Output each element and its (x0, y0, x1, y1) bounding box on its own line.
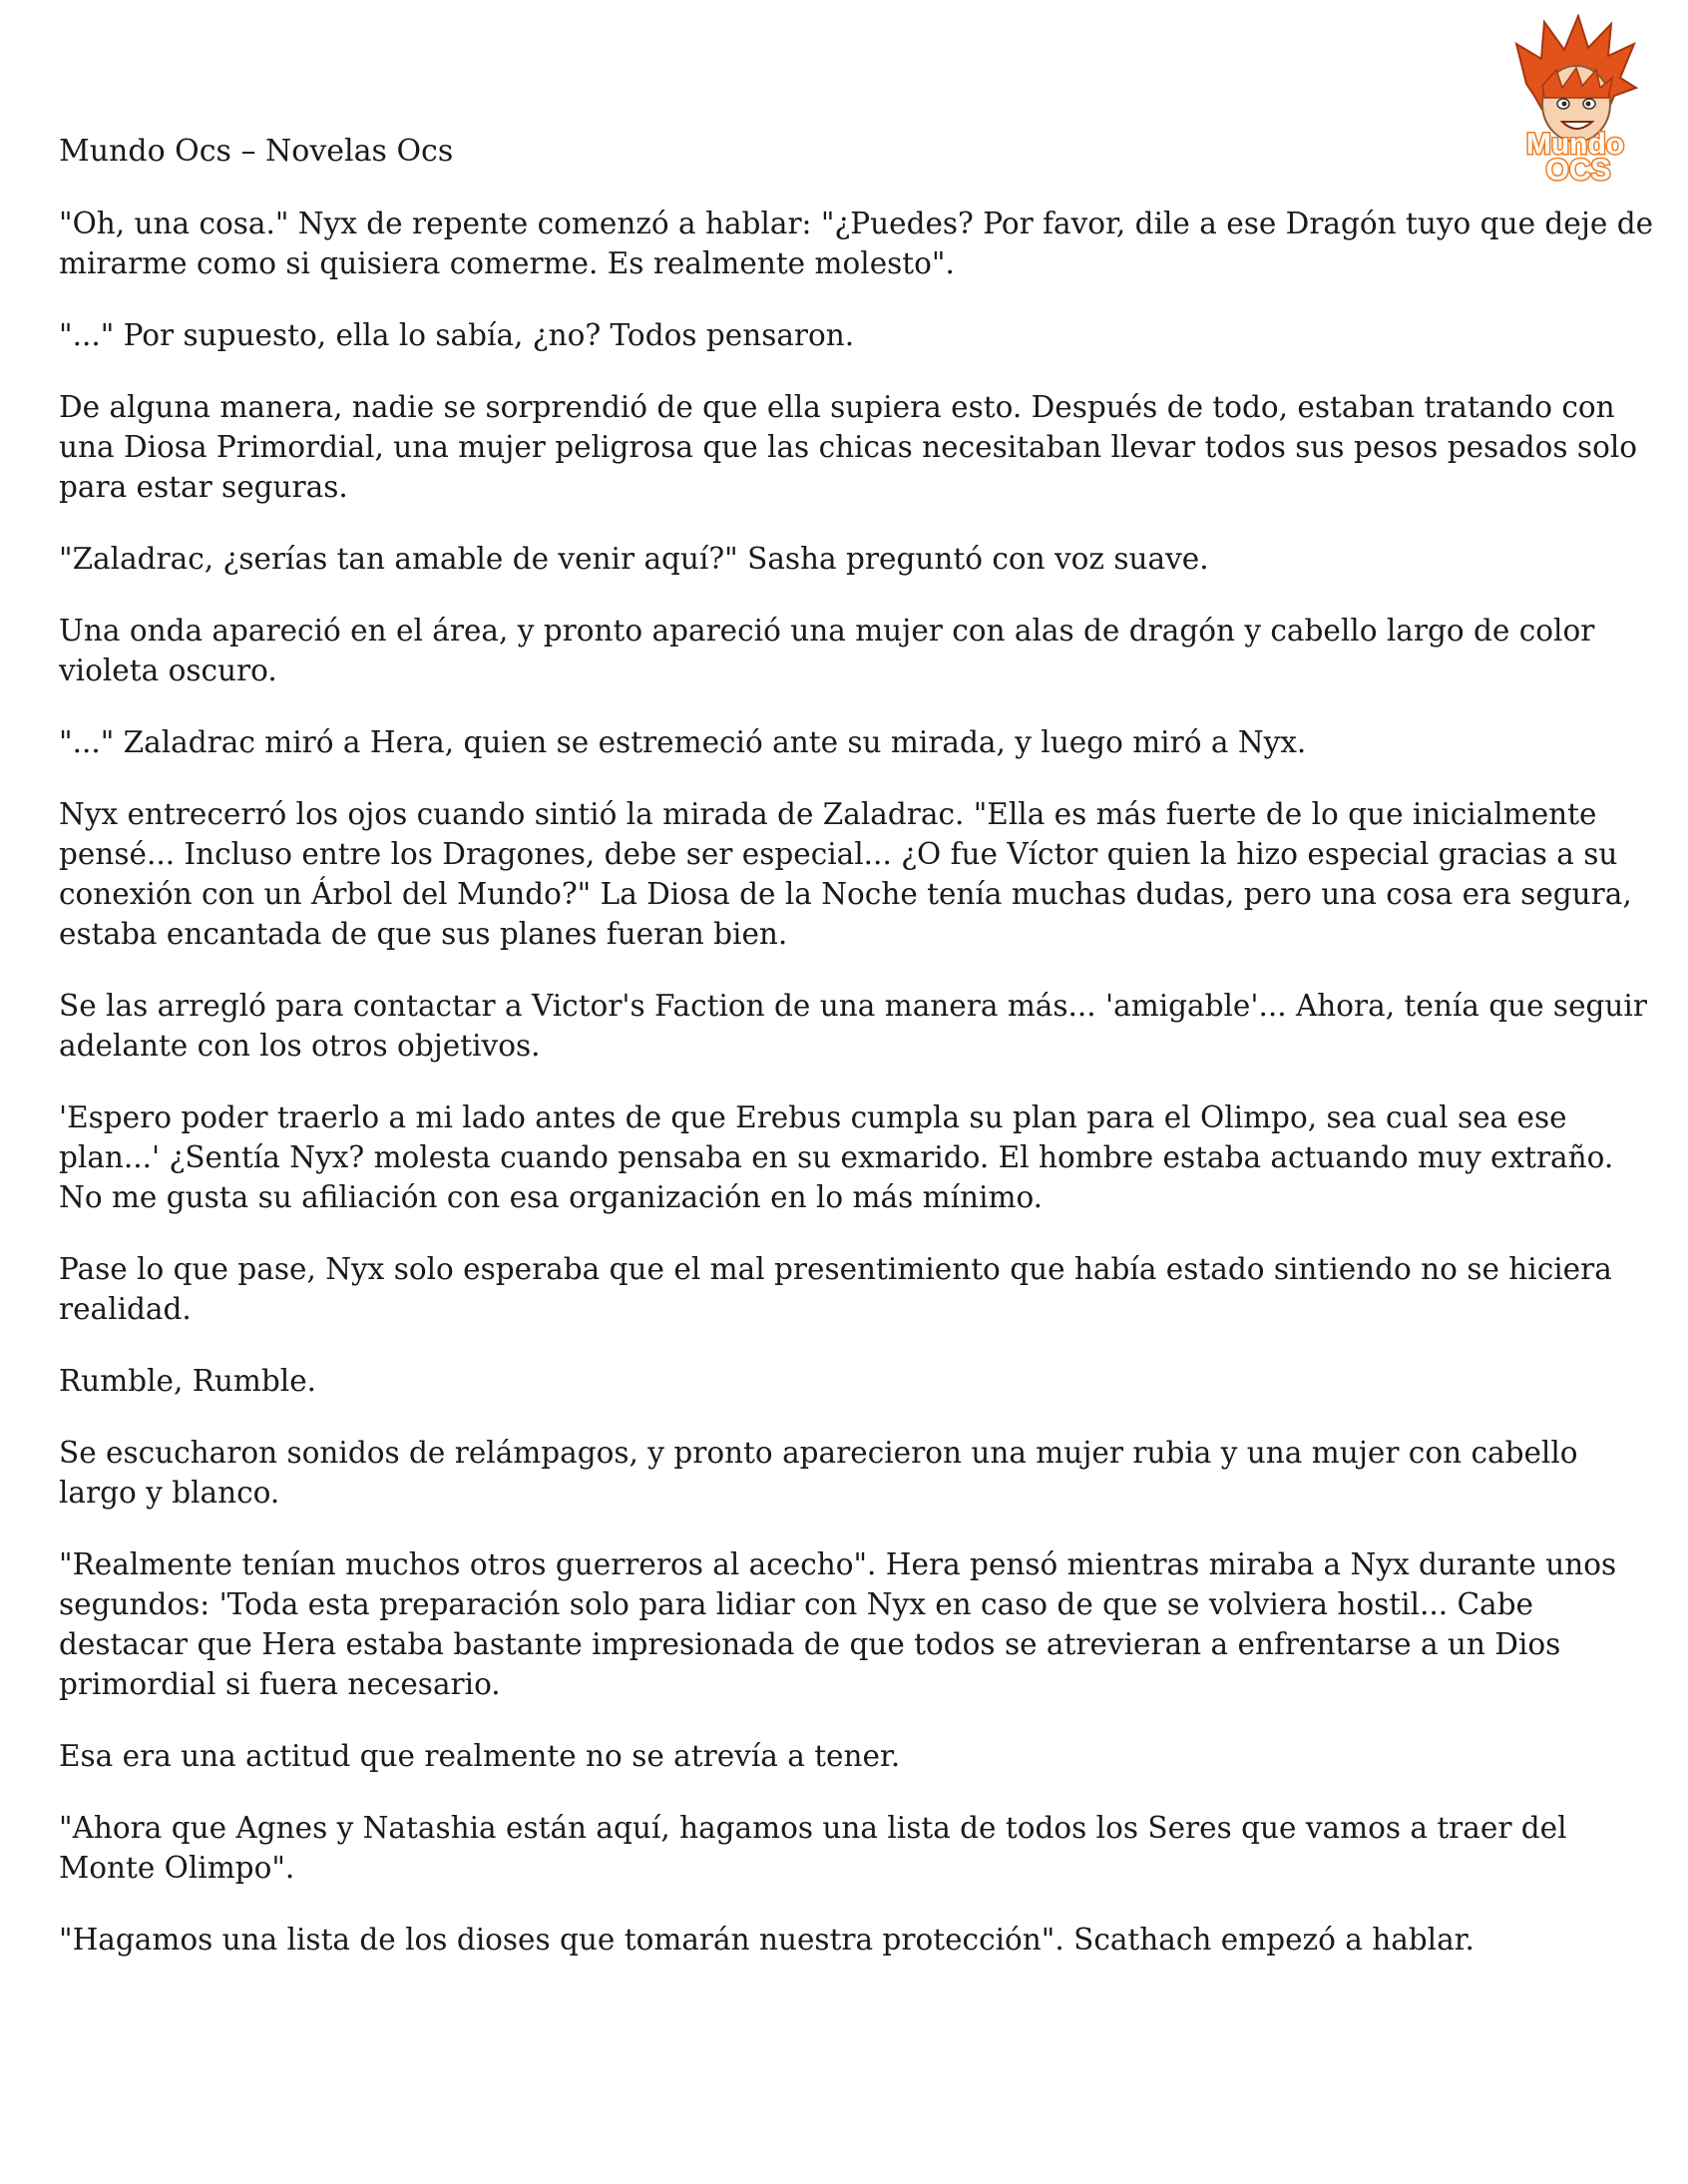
paragraph: "Realmente tenían muchos otros guerreros al acecho". Hera pensó mientras miraba a Nyx durante unos segundos: 'Toda esta preparación solo para lidiar con Nyx en caso de que se volviera hostil... Cabe destacar que Hera estaba bastante impresionada de que todos se atrevieran a enfrentarse a un Dios primordial si fuera necesario. (59, 1547, 1617, 1701)
paragraph: "..." Zaladrac miró a Hera, quien se estremeció ante su mirada, y luego miró a Nyx. (59, 725, 1307, 759)
paragraph: "Oh, una cosa." Nyx de repente comenzó a hablar: "¿Puedes? Por favor, dile a ese Dragón tuyo que deje de mirarme como si quisiera comerme. Es realmente molesto". (59, 207, 1654, 280)
paragraph: "Zaladrac, ¿serías tan amable de venir aquí?" Sasha preguntó con voz suave. (59, 542, 1209, 576)
paragraph: 'Espero poder traerlo a mi lado antes de que Erebus cumpla su plan para el Olimpo, sea cual sea ese plan...' ¿Sentía Nyx? molesta cuando pensaba en su exmarido. El hombre estaba actuando muy extraño. No me gusta su afiliación con esa organización en lo más mínimo. (59, 1100, 1614, 1214)
document-body (59, 204, 1655, 1991)
paragraph: "Ahora que Agnes y Natashia están aquí, hagamos una lista de todos los Seres que vamos a traer del Monte Olimpo". (59, 1811, 1567, 1885)
paragraph: "..." Por supuesto, ella lo sabía, ¿no? Todos pensaron. (59, 318, 855, 352)
paragraph: Rumble, Rumble. (59, 1364, 317, 1398)
paragraph: Se las arregló para contactar a Victor's Faction de una manera más... 'amigable'... Ahora, tenía que seguir adelante con los otros objetivos. (59, 989, 1647, 1063)
page-header: Mundo Ocs – Novelas Ocs (59, 134, 454, 169)
paragraph: Esa era una actitud que realmente no se atrevía a tener. (59, 1739, 901, 1773)
paragraph: Una onda apareció en el área, y pronto apareció una mujer con alas de dragón y cabello largo de color violeta oscuro. (59, 614, 1595, 687)
paragraph: De alguna manera, nadie se sorprendió de que ella supiera esto. Después de todo, estaban tratando con una Diosa Primordial, una mujer peligrosa que las chicas necesitaban llevar todos sus pesos pesados solo para estar seguras. (59, 390, 1638, 504)
paragraph: "Hagamos una lista de los dioses que tomarán nuestra protección". Scathach empezó a hablar. (59, 1923, 1475, 1957)
mundo-ocs-logo (1496, 14, 1654, 184)
paragraph: Se escucharon sonidos de relámpagos, y pronto aparecieron una mujer rubia y una mujer con cabello largo y blanco. (59, 1436, 1578, 1510)
paragraph: Pase lo que pase, Nyx solo esperaba que el mal presentimiento que había estado sintiendo no se hiciera realidad. (59, 1252, 1612, 1326)
paragraph: Nyx entrecerró los ojos cuando sintió la mirada de Zaladrac. "Ella es más fuerte de lo que inicialmente pensé... Incluso entre los Dragones, debe ser especial... ¿O fue Víctor quien la hizo especial gracias a su conexión con un Árbol del Mundo?" La Diosa de la Noche tenía muchas dudas, pero una cosa era segura, estaba encantada de que sus planes fueran bien. (59, 797, 1632, 951)
logo-text-mundo: Mundo (1525, 128, 1625, 161)
logo-text-ocs: OCS (1545, 154, 1611, 184)
